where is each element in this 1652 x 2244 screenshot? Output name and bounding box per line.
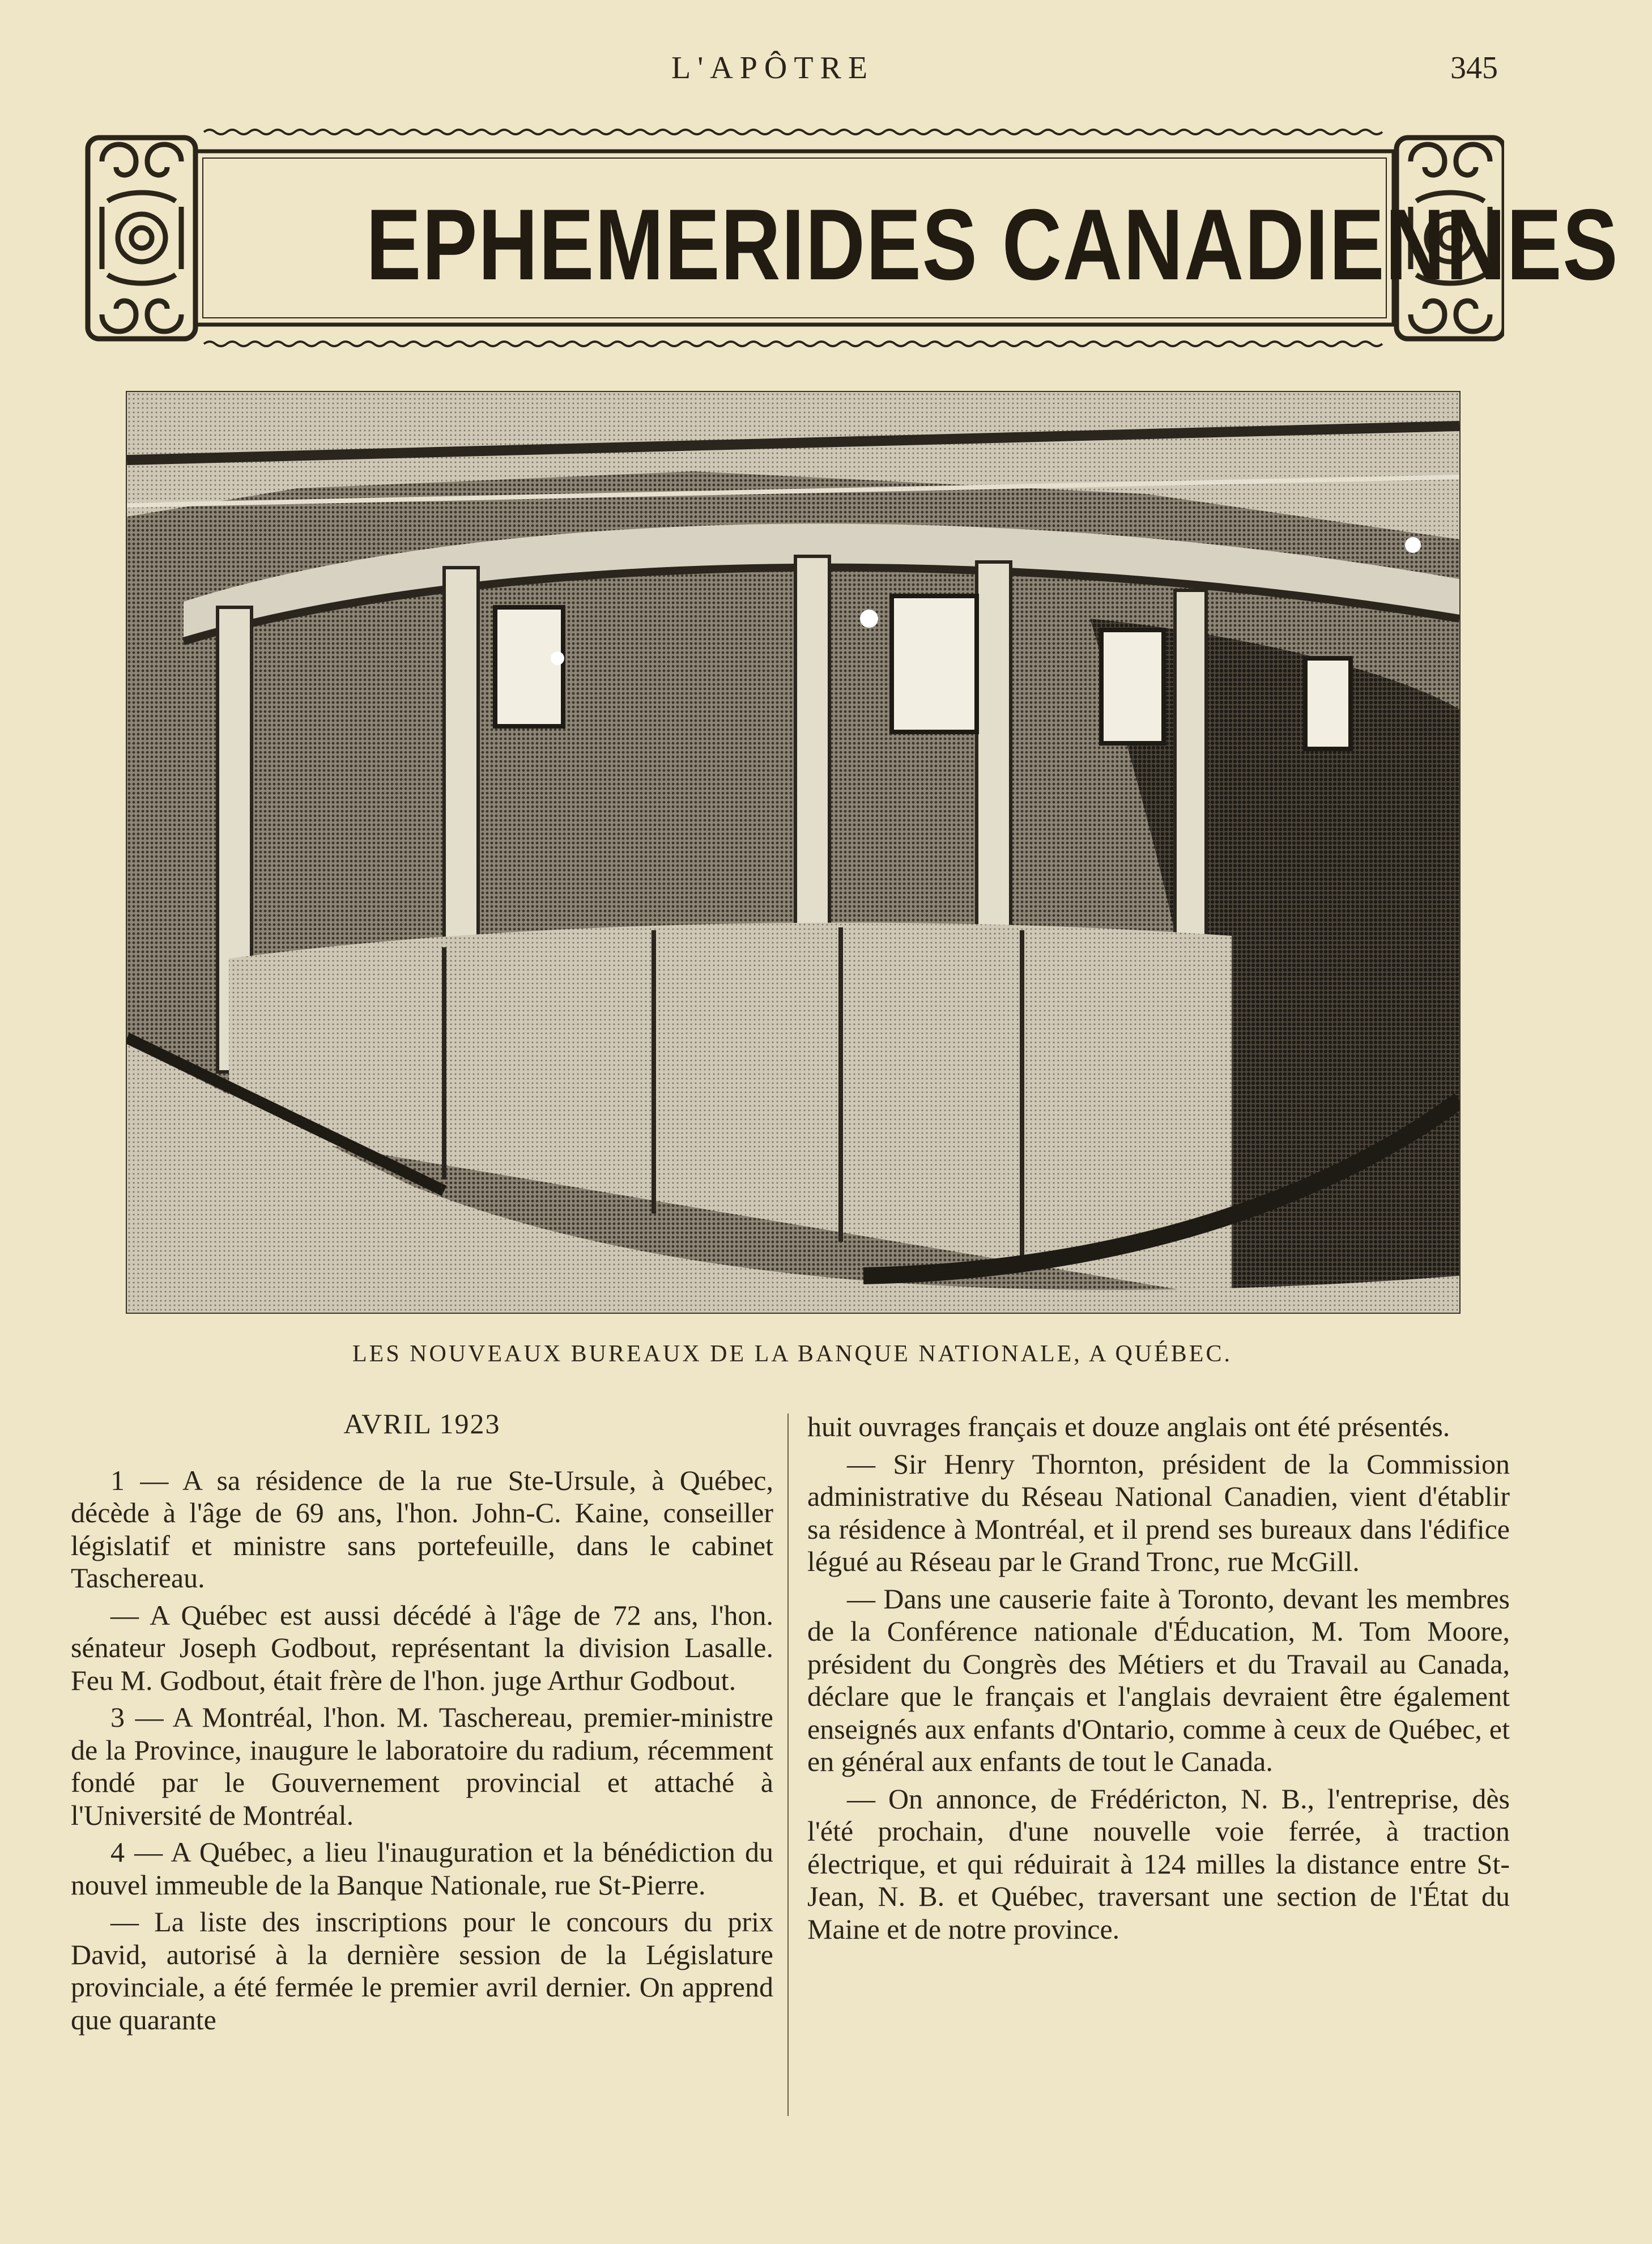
entry-paragraph: — Sir Henry Thornton, président de la Commission administrative du Réseau National Canadien, vient d'établir sa résidence à Montréal, et il prend ses bureaux dans l'édifice légué au Réseau par le Grand Tronc, rue McGill.	[807, 1447, 1510, 1577]
month-heading: AVRIL 1923	[343, 1408, 501, 1440]
running-header	[0, 50, 1652, 90]
entry-paragraph: — On annonce, de Frédéricton, N. B., l'entreprise, dès l'été prochain, d'une nouvelle voie ferrée, à traction électrique, et qui réduirait à 124 milles la distance entre St-Jean, N. B. et Québec, traversant une section de l'État du Maine et de notre province.	[807, 1782, 1510, 1945]
entry-paragraph: — A Québec est aussi décédé à l'âge de 72 ans, l'hon. sénateur Joseph Godbout, représentant la division Lasalle. Feu M. Godbout, était frère de l'hon. juge Arthur Godbout.	[71, 1599, 773, 1696]
title-banner	[85, 122, 1619, 354]
journal-name: L'APÔTRE	[671, 50, 875, 86]
bank-offices-photo	[126, 391, 1461, 1314]
continued-paragraph: huit ouvrages français et douze anglais ont été présentés.	[807, 1411, 1450, 1442]
right-column	[807, 1411, 1510, 1950]
entry-paragraph: 1 — A sa résidence de la rue Ste-Ursule, à Québec, décède à l'âge de 69 ans, l'hon. John-C. Kaine, conseiller législatif et ministre sans portefeuille, dans le cabinet Taschereau.	[71, 1464, 773, 1594]
column-rule	[787, 1413, 789, 2116]
halftone-photo	[127, 392, 1459, 1313]
left-column	[71, 1408, 773, 2041]
photo-caption: LES NOUVEAUX BUREAUX DE LA BANQUE NATIONALE, A QUÉBEC.	[352, 1341, 1232, 1367]
entry-paragraph: 3 — A Montréal, l'hon. M. Taschereau, premier-ministre de la Province, inaugure le laboratoire du radium, récemment fondé par le Gouvernement provincial et attaché à l'Université de Montréal.	[71, 1701, 773, 1831]
left-scroll-ornament	[88, 138, 195, 339]
entry-paragraph: — La liste des inscriptions pour le concours du prix David, autorisé à la dernière session de la Législature provinciale, a été fermée le premier avril dernier. On apprend que quarante	[71, 1906, 773, 2036]
page-number: 345	[1450, 50, 1498, 86]
entry-paragraph: — Dans une causerie faite à Toronto, devant les membres de la Conférence nationale d'Éducation, M. Tom Moore, président du Congrès des Métiers et du Travail au Canada, déclare que le français et l'anglais devraient être également enseignés aux enfants d'Ontario, comme à ceux de Québec, et en général aux enfants de tout le Canada.	[807, 1582, 1510, 1777]
section-title: EPHEMERIDES CANADIENNES	[366, 188, 1619, 301]
entry-paragraph: 4 — A Québec, a lieu l'inauguration et la bénédiction du nouvel immeuble de la Banque Nationale, rue St-Pierre.	[71, 1836, 773, 1901]
